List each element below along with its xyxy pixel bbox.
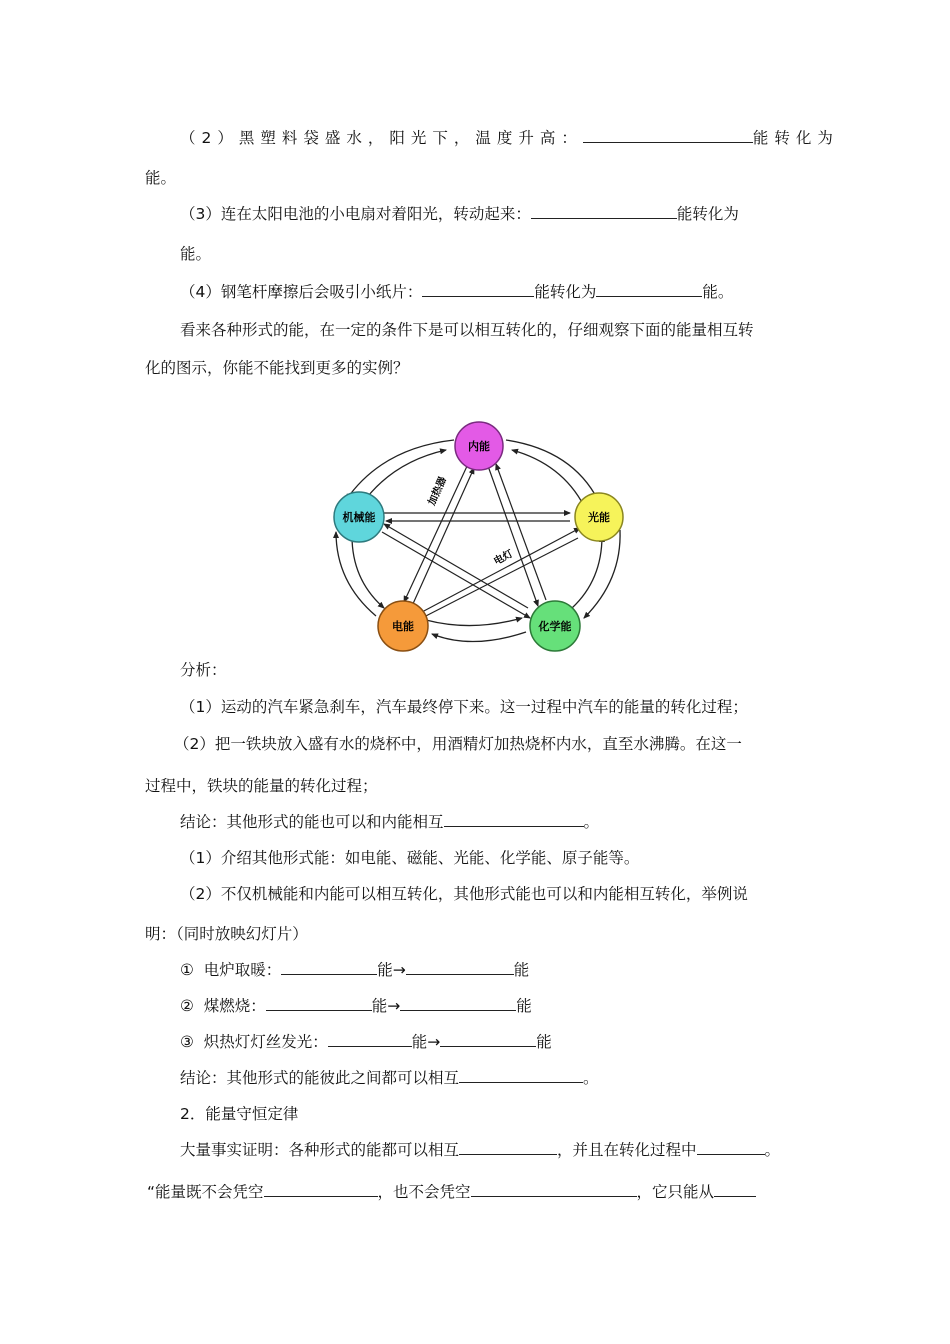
answer-blank[interactable] [440,1032,536,1047]
law-statement-mid: ，并且在转化过程中 [557,1141,697,1159]
question-3-number: （3） [180,205,221,223]
question-4-end: 能。 [702,283,734,301]
question-2-number: （2） [180,129,239,147]
answer-blank[interactable] [328,1032,412,1047]
node-electric-energy [378,601,428,651]
example-3-label: 炽热灯灯丝发光： [203,1033,328,1051]
example-1-end: 能 [513,961,530,979]
arrow-electric-to-mechanical [336,532,376,616]
question-4-text: 钢笔杆摩擦后会吸引小纸片： [220,283,423,301]
analysis-item-2-line-1: （2）把一铁块放入盛有水的烧杯中，用酒精灯加热烧杯内水，直至水沸腾。在这一 [174,735,742,753]
answer-blank[interactable] [697,1140,765,1155]
answer-blank[interactable] [714,1182,756,1197]
question-4 [180,282,733,302]
section-heading-conservation: 2．能量守恒定律 [180,1105,299,1123]
arrow-chemical-to-electric [432,632,526,642]
law-quote [147,1182,756,1202]
intro-line-1: 看来各种形式的能，在一定的条件下是可以相互转化的，仔细观察下面的能量相互转 [180,321,754,339]
law-quote-text: “能量既不会凭空 [147,1183,264,1201]
arrow-electric-to-chemical [426,618,522,626]
law-statement [180,1140,780,1160]
example-3-end: 能 [536,1033,552,1051]
example-2-number: ② [180,997,194,1015]
example-1-number: ① [180,961,194,979]
energy-conversion-diagram [322,420,632,652]
node-chemical-energy [530,601,580,651]
conclusion-1-text: 结论：其他形式的能也可以和内能相互 [180,813,444,831]
question-2-text: 黑塑料袋盛水，阳光下，温度升高： [238,129,583,147]
arrow-light-to-internal [512,450,584,506]
answer-blank[interactable] [400,996,516,1011]
example-2 [180,996,532,1016]
question-2 [180,128,839,148]
arrow-chemical-to-mechanical [384,524,528,608]
question-3 [180,204,739,224]
example-1-mid: 能→ [377,961,406,979]
question-4-number: （4） [180,283,221,301]
example-3-mid: 能→ [411,1033,441,1051]
analysis-item-2-line-2: 过程中，铁块的能量的转化过程； [145,777,378,795]
answer-blank[interactable] [444,812,584,827]
example-2-mid: 能→ [371,997,401,1015]
answer-blank[interactable] [266,996,372,1011]
example-1 [180,960,529,980]
question-3-tail: 能。 [180,245,212,263]
conclusion-1-end: 。 [583,813,600,831]
conclusion-1 [180,812,599,832]
example-2-label: 煤燃烧： [203,997,266,1015]
example-3-number: ③ [180,1033,194,1051]
arrow-electric-to-light [422,528,580,612]
conclusion-2-end: 。 [583,1069,599,1087]
analysis-item-1: （1）运动的汽车紧急刹车，汽车最终停下来。这一过程中汽车的能量的转化过程； [180,698,748,716]
answer-blank[interactable] [459,1068,583,1083]
arrow-chemical-to-light [572,536,602,608]
arrow-mechanical-to-electric [352,536,384,608]
arrow-internal-to-light [506,440,598,500]
answer-blank[interactable] [531,204,677,219]
other-forms-intro: （1）介绍其他形式能：如电能、磁能、光能、化学能、原子能等。 [180,849,640,867]
law-statement-text: 大量事实证明：各种形式的能都可以相互 [180,1141,460,1159]
node-label-mechanical: 机械能 [342,511,376,524]
node-light-energy [575,493,623,541]
answer-blank[interactable] [596,282,702,297]
intro-line-2: 化的图示，你能不能找到更多的实例？ [145,359,409,377]
law-quote-mid: ，也不会凭空 [377,1183,471,1201]
conclusion-2-text: 结论：其他形式的能彼此之间都可以相互 [180,1069,460,1087]
other-forms-example-line-2: 明：（同时放映幻灯片） [145,925,308,943]
answer-blank[interactable] [422,282,534,297]
node-mechanical-energy [334,492,384,542]
analysis-title: 分析： [180,661,227,679]
node-label-electric: 电能 [392,620,414,633]
answer-blank[interactable] [281,960,377,975]
arrow-chemical-to-internal [496,464,546,600]
law-statement-end: 。 [764,1141,781,1159]
question-2-tail: 能。 [145,169,177,187]
question-4-mid: 能转化为 [534,283,597,301]
conclusion-2 [180,1068,599,1088]
other-forms-example-line-1: （2）不仅机械能和内能可以相互转化，其他形式能也可以和内能相互转化，举例说 [180,885,748,903]
answer-blank[interactable] [406,960,514,975]
arrow-internal-to-chemical [488,466,538,606]
question-3-text: 连在太阳电池的小电扇对着阳光，转动起来： [220,205,531,223]
example-3 [180,1032,552,1052]
law-quote-end: ，它只能从 [636,1183,715,1201]
question-2-mid: 能转化为 [752,129,839,147]
question-3-mid: 能转化为 [676,205,739,223]
edge-label-heater: 加热器 [426,475,449,508]
node-internal-energy [455,422,503,470]
answer-blank[interactable] [459,1140,557,1155]
edge-label-lamp: 电灯 [492,548,516,568]
node-label-internal: 内能 [468,440,490,453]
answer-blank[interactable] [264,1182,378,1197]
answer-blank[interactable] [471,1182,637,1197]
example-1-label: 电炉取暖： [203,961,282,979]
node-label-chemical: 化学能 [538,620,572,633]
inner-arrows [382,464,580,620]
example-2-end: 能 [516,997,532,1015]
node-label-light: 光能 [588,511,610,524]
answer-blank[interactable] [583,128,753,143]
